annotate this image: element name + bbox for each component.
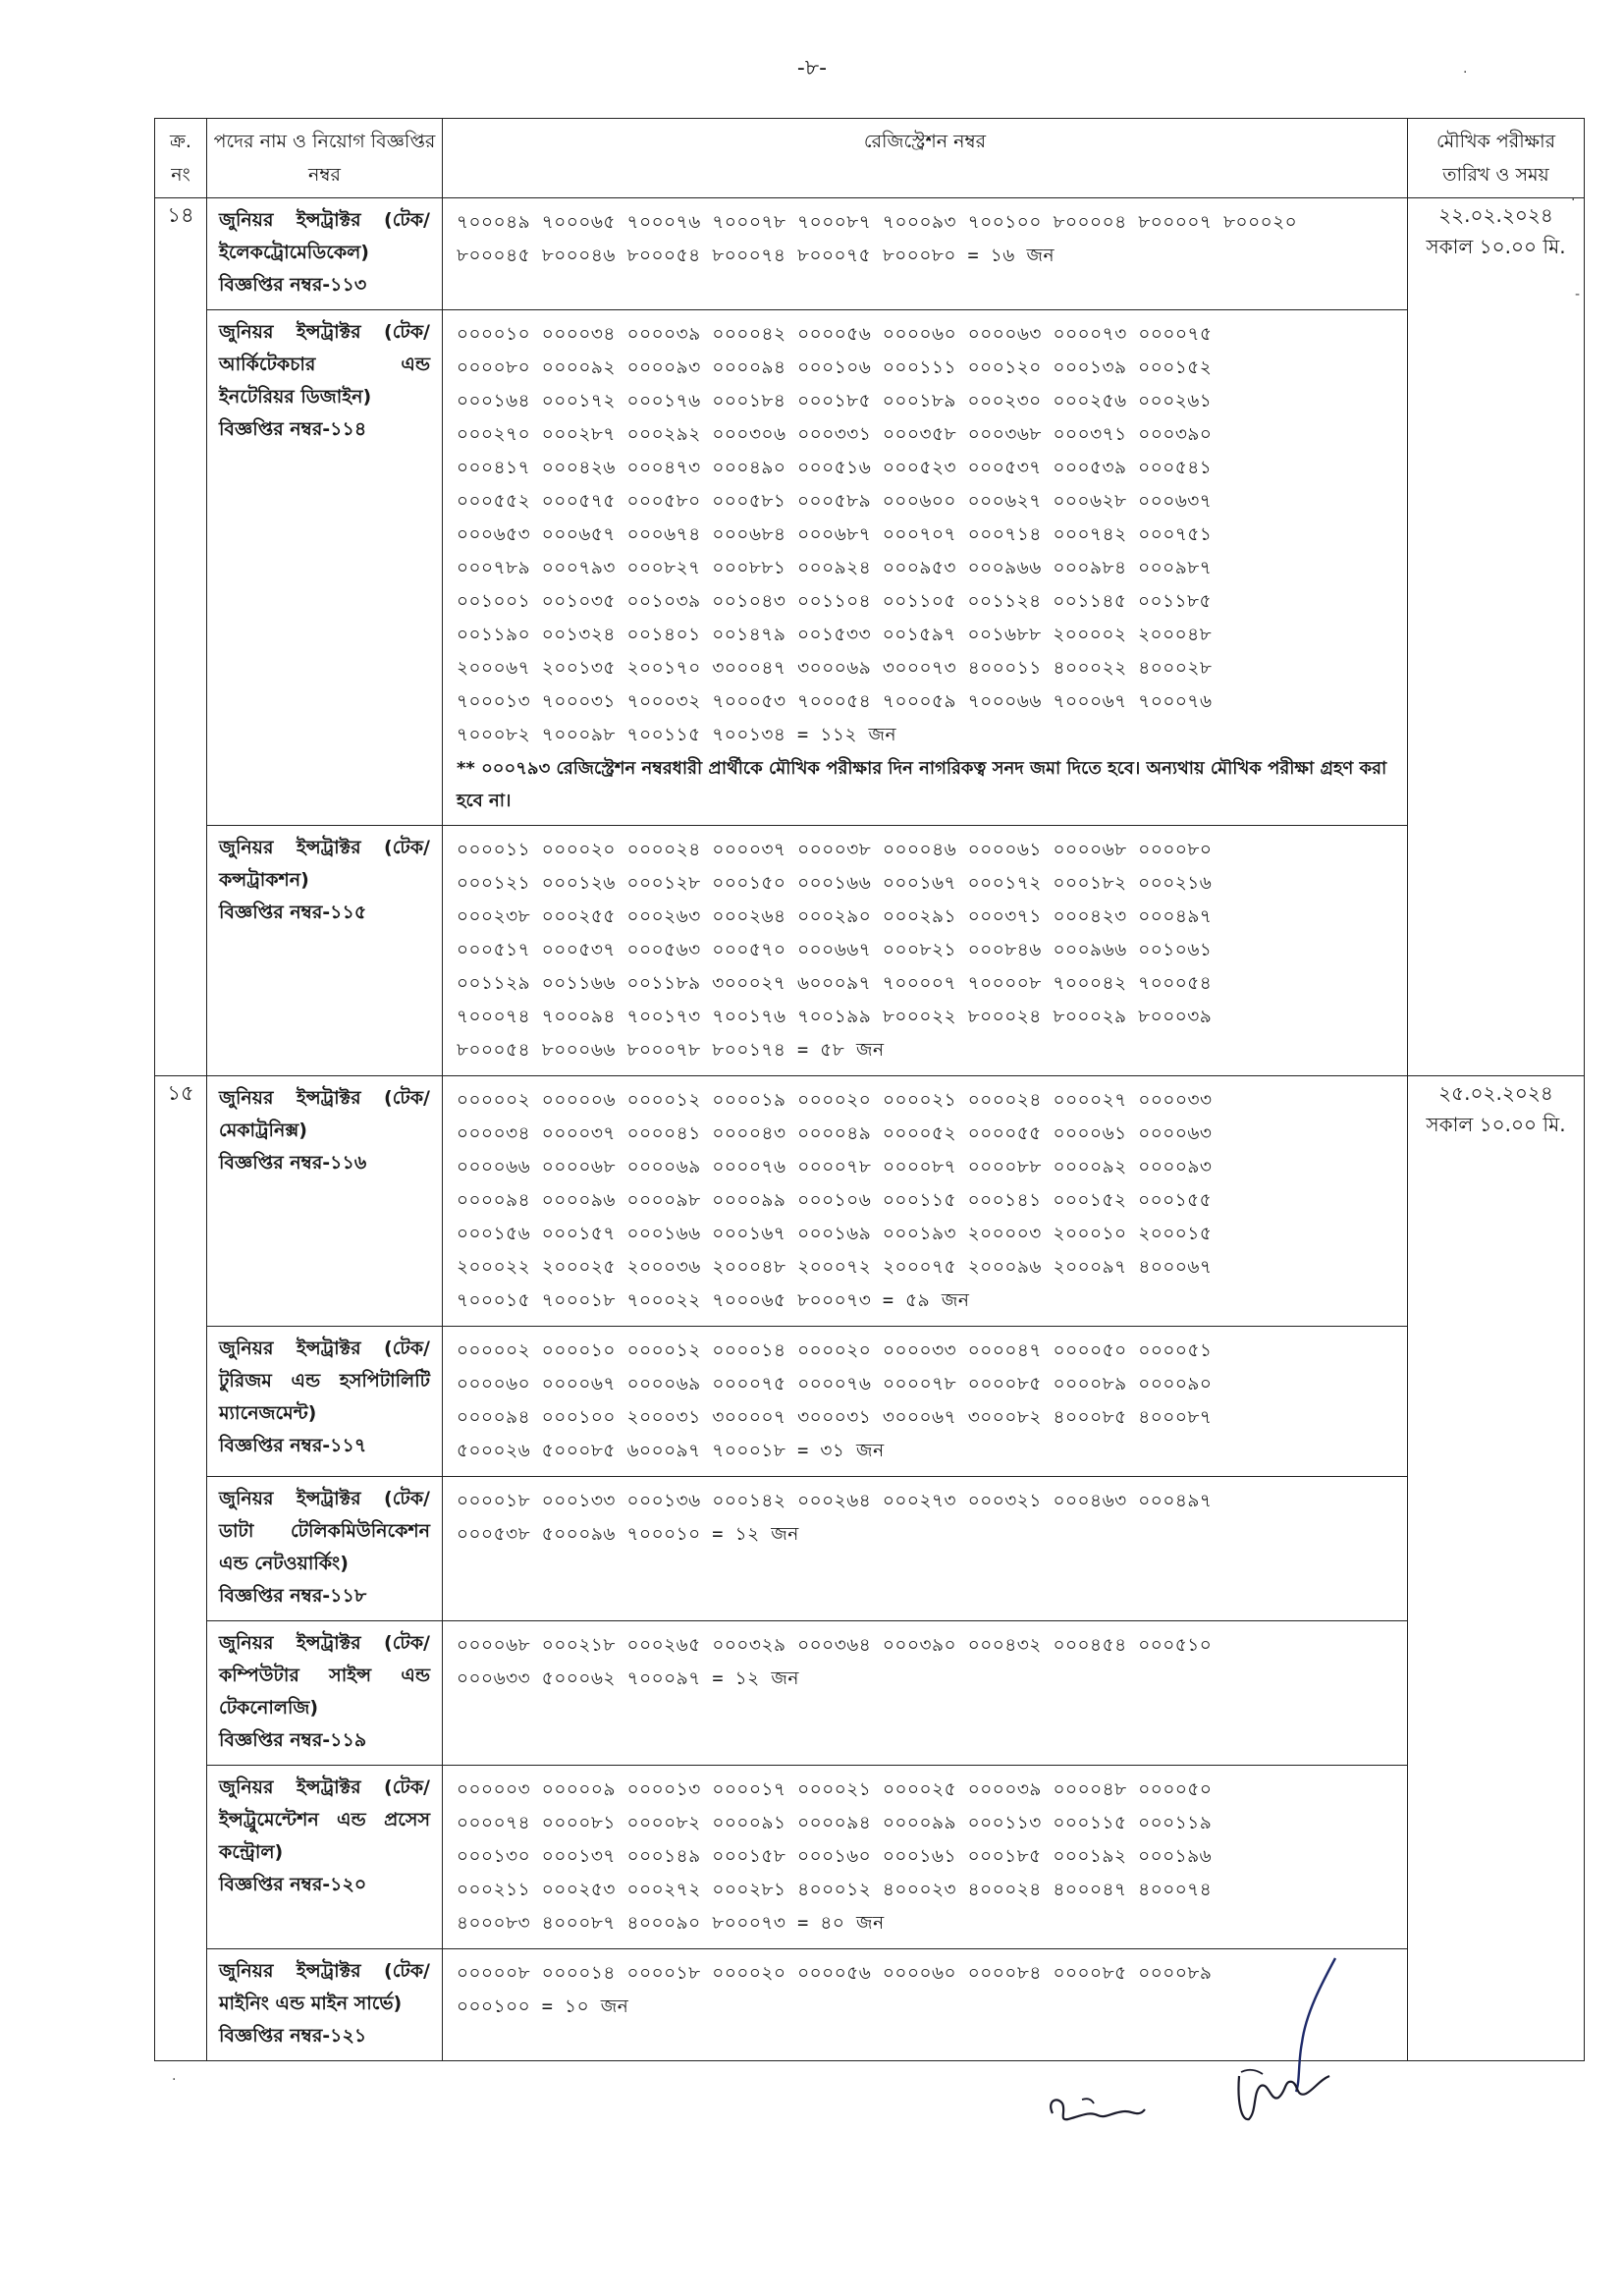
post-title: জুনিয়র ইন্সট্রাক্টর (টেক/টুরিজম এন্ড হসপিটালিটি ম্যানেজমেন্ট) bbox=[219, 1338, 430, 1424]
post-title: জুনিয়র ইন্সট্রাক্টর (টেক/ ইলেকট্রোমেডিকেল) bbox=[219, 209, 430, 263]
registration-line: ৭০০০৮২ ৭০০০৯৮ ৭০০১১৫ ৭০০১৩৪ = ১১২ জন bbox=[457, 725, 897, 745]
post-title: জুনিয়র ইন্সট্রাক্টর (টেক/ইন্সট্রুমেন্টেশন এন্ড প্রসেস কন্ট্রোল) bbox=[219, 1776, 430, 1863]
registration-note: ** ০০০৭৯৩ রেজিস্ট্রেশন নম্বরধারী প্রার্থীকে মৌখিক পরীক্ষার দিন নাগরিকত্ব সনদ জমা দিতে হবে। অন্যথায় মৌখিক পরীক্ষা গ্রহণ করা হবে না। bbox=[457, 758, 1387, 811]
table-row bbox=[155, 826, 1585, 1076]
advertisement-number: বিজ্ঞপ্তির নম্বর-১১৫ bbox=[219, 902, 367, 923]
table-row bbox=[155, 198, 1585, 310]
post-cell bbox=[207, 310, 443, 826]
table-row bbox=[155, 1766, 1585, 1949]
post-cell bbox=[207, 1949, 443, 2061]
registration-line: ০০০১৬৪ ০০০১৭২ ০০০১৭৬ ০০০১৮৪ ০০০১৮৫ ০০০১৮৯ ০০০২৩০ ০০০২৫৬ ০০০২৬১ bbox=[457, 391, 1213, 411]
registration-line: ০০০১২১ ০০০১২৬ ০০০১২৮ ০০০১৫০ ০০০১৬৬ ০০০১৬৭ ০০০১৭২ ০০০১৮২ ০০০২১৬ bbox=[457, 873, 1213, 894]
header-post: পদের নাম ও নিয়োগ বিজ্ঞপ্তির নম্বর bbox=[207, 119, 443, 198]
registration-line: ০০০৭৮৯ ০০০৭৯৩ ০০০৮২৭ ০০০৮৮১ ০০০৯২৪ ০০০৯৫৩ ০০০৯৬৬ ০০০৯৮৪ ০০০৯৮৭ bbox=[457, 558, 1213, 578]
header-viva: মৌখিক পরীক্ষার তারিখ ও সময় bbox=[1408, 119, 1585, 198]
registration-line: ০০০২১১ ০০০২৫৩ ০০০২৭২ ০০০২৮১ ৪০০০১২ ৪০০০২৩ ৪০০০২৪ ৪০০০৪৭ ৪০০০৭৪ bbox=[457, 1880, 1213, 1900]
advertisement-number: বিজ্ঞপ্তির নম্বর-১১৯ bbox=[219, 1729, 367, 1751]
registration-cell bbox=[443, 826, 1408, 1076]
registration-line: ০০০৫৩৮ ৫০০০৯৬ ৭০০০১০ = ১২ জন bbox=[457, 1524, 799, 1545]
table-row bbox=[155, 1949, 1585, 2061]
post-cell bbox=[207, 1327, 443, 1477]
viva-date-cell bbox=[1408, 198, 1585, 1076]
registration-line: ০০০০৬৮ ০০০২১৮ ০০০২৬৫ ০০০৩২৯ ০০০৩৬৪ ০০০৩৯০ ০০০৪৩২ ০০০৪৫৪ ০০০৫১০ bbox=[457, 1635, 1213, 1656]
post-cell bbox=[207, 198, 443, 310]
post-title: জুনিয়র ইন্সট্রাক্টর (টেক/কন্সট্রাকশন) bbox=[219, 837, 430, 891]
post-cell bbox=[207, 1766, 443, 1949]
registration-line: ০০০৬৫৩ ০০০৬৫৭ ০০০৬৭৪ ০০০৬৮৪ ০০০৬৮৭ ০০০৭০৭ ০০০৭১৪ ০০০৭৪২ ০০০৭৫১ bbox=[457, 524, 1213, 545]
registration-line: ০০০০১১ ০০০০২০ ০০০০২৪ ০০০০৩৭ ০০০০৩৮ ০০০০৪৬ ০০০০৬১ ০০০০৬৮ ০০০০৮০ bbox=[457, 840, 1213, 860]
post-cell bbox=[207, 1621, 443, 1766]
header-serial: ক্র. নং bbox=[155, 119, 207, 198]
signature-2 bbox=[1227, 1954, 1345, 2131]
registration-line: ৫০০০২৬ ৫০০০৮৫ ৬০০০৯৭ ৭০০০১৮ = ৩১ জন bbox=[457, 1441, 885, 1461]
table-row bbox=[155, 1327, 1585, 1477]
registration-line: ০০০০৯৪ ০০০০৯৬ ০০০০৯৮ ০০০০৯৯ ০০০১০৬ ০০০১১৫ ০০০১৪১ ০০০১৫২ ০০০১৫৫ bbox=[457, 1190, 1213, 1211]
advertisement-number: বিজ্ঞপ্তির নম্বর-১১৭ bbox=[219, 1435, 367, 1456]
registration-line: ০০০৫৫২ ০০০৫৭৫ ০০০৫৮০ ০০০৫৮১ ০০০৫৮৯ ০০০৬০০ ০০০৬২৭ ০০০৬২৮ ০০০৬৩৭ bbox=[457, 491, 1213, 512]
registration-line: ০০০০৬০ ০০০০৬৭ ০০০০৬৯ ০০০০৭৫ ০০০০৭৬ ০০০০৭৮ ০০০০৮৫ ০০০০৮৯ ০০০০৯০ bbox=[457, 1374, 1213, 1394]
advertisement-number: বিজ্ঞপ্তির নম্বর-১১৮ bbox=[219, 1585, 367, 1607]
table-header-row bbox=[155, 119, 1585, 198]
margin-mark: · bbox=[1463, 65, 1468, 81]
table-row bbox=[155, 1477, 1585, 1621]
table-row bbox=[155, 310, 1585, 826]
registration-line: ০০১১৯০ ০০১৩২৪ ০০১৪০১ ০০১৪৭৯ ০০১৫৩৩ ০০১৫৯৭ ০০১৬৮৮ ২০০০০২ ২০০০৪৮ bbox=[457, 625, 1213, 645]
registration-line: ০০০১৩০ ০০০১৩৭ ০০০১৪৯ ০০০১৫৮ ০০০১৬০ ০০০১৬১ ০০০১৮৫ ০০০১৯২ ০০০১৯৬ bbox=[457, 1846, 1213, 1867]
registration-cell bbox=[443, 310, 1408, 826]
registration-table bbox=[154, 118, 1585, 2061]
viva-time: সকাল ১০.০০ মি. bbox=[1426, 235, 1566, 258]
registration-cell bbox=[443, 1477, 1408, 1621]
post-cell bbox=[207, 826, 443, 1076]
advertisement-number: বিজ্ঞপ্তির নম্বর-১২১ bbox=[219, 2025, 367, 2047]
registration-line: ২০০০২২ ২০০০২৫ ২০০০৩৬ ২০০০৪৮ ২০০০৭২ ২০০০৭৫ ২০০০৯৬ ২০০০৯৭ ৪০০০৬৭ bbox=[457, 1257, 1213, 1278]
registration-line: ০০০০০২ ০০০০০৬ ০০০০১২ ০০০০১৯ ০০০০২০ ০০০০২১ ০০০০২৪ ০০০০২৭ ০০০০৩৩ bbox=[457, 1090, 1213, 1111]
registration-line: ০০০০০৩ ০০০০০৯ ০০০০১৩ ০০০০১৭ ০০০০২১ ০০০০২৫ ০০০০৩৯ ০০০০৪৮ ০০০০৫০ bbox=[457, 1779, 1213, 1800]
table-row bbox=[155, 1076, 1585, 1327]
advertisement-number: বিজ্ঞপ্তির নম্বর-১১৩ bbox=[219, 274, 367, 296]
registration-line: ০০০০০২ ০০০০১০ ০০০০১২ ০০০০১৪ ০০০০২০ ০০০০৩৩ ০০০০৪৭ ০০০০৫০ ০০০০৫১ bbox=[457, 1340, 1213, 1361]
advertisement-number: বিজ্ঞপ্তির নম্বর-১১৪ bbox=[219, 418, 367, 440]
registration-line: ৭০০০১৩ ৭০০০৩১ ৭০০০৩২ ৭০০০৫৩ ৭০০০৫৪ ৭০০০৫৯ ৭০০০৬৬ ৭০০০৬৭ ৭০০০৭৬ bbox=[457, 691, 1213, 712]
page-number: -৮- bbox=[796, 56, 828, 81]
registration-line: ০০০১০০ = ১০ জন bbox=[457, 1996, 629, 2017]
registration-line: ৮০০০৫৪ ৮০০০৬৬ ৮০০০৭৮ ৮০০১৭৪ = ৫৮ জন bbox=[457, 1040, 885, 1061]
post-cell bbox=[207, 1076, 443, 1327]
registration-line: ৭০০০১৫ ৭০০০১৮ ৭০০০২২ ৭০০০৬৫ ৮০০০৭৩ = ৫৯ জন bbox=[457, 1290, 970, 1311]
post-cell bbox=[207, 1477, 443, 1621]
registration-line: ০০০৬৩৩ ৫০০০৬২ ৭০০০৯৭ = ১২ জন bbox=[457, 1668, 799, 1689]
registration-line: ০০০৪১৭ ০০০৪২৬ ০০০৪৭৩ ০০০৪৯০ ০০০৫১৬ ০০০৫২৩ ০০০৫৩৭ ০০০৫৩৯ ০০০৫৪১ bbox=[457, 458, 1213, 478]
signature-1 bbox=[1043, 2082, 1151, 2141]
registration-line: ০০০০৭৪ ০০০০৮১ ০০০০৮২ ০০০০৯১ ০০০০৯৪ ০০০০৯৯ ০০০১১৩ ০০০১১৫ ০০০১১৯ bbox=[457, 1813, 1213, 1833]
registration-line: ০০০০৬৬ ০০০০৬৮ ০০০০৬৯ ০০০০৭৬ ০০০০৭৮ ০০০০৮৭ ০০০০৮৮ ০০০০৯২ ০০০০৯৩ bbox=[457, 1157, 1213, 1177]
registration-line: ০০০১৫৬ ০০০১৫৭ ০০০১৬৬ ০০০১৬৭ ০০০১৬৯ ০০০১৯৩ ২০০০০৩ ২০০০১০ ২০০০১৫ bbox=[457, 1224, 1213, 1244]
post-title: জুনিয়র ইন্সট্রাক্টর (টেক/ডাটা টেলিকমিউনিকেশন এন্ড নেটওয়ার্কিং) bbox=[219, 1488, 430, 1574]
advertisement-number: বিজ্ঞপ্তির নম্বর-১২০ bbox=[219, 1874, 367, 1895]
registration-line: ৭০০০৪৯ ৭০০০৬৫ ৭০০০৭৬ ৭০০০৭৮ ৭০০০৮৭ ৭০০০৯৩ ৭০০১০০ ৮০০০০৪ ৮০০০০৭ ৮০০০২০ bbox=[457, 212, 1298, 233]
viva-time: সকাল ১০.০০ মি. bbox=[1426, 1113, 1566, 1136]
registration-line: ০০০০৮০ ০০০০৯২ ০০০০৯৩ ০০০০৯৪ ০০০১০৬ ০০০১১১ ০০০১২০ ০০০১৩৯ ০০০১৫২ bbox=[457, 357, 1213, 378]
viva-date: ২২.০২.২০২৪ bbox=[1438, 203, 1553, 227]
registration-line: ৪০০০৮৩ ৪০০০৮৭ ৪০০০৯০ ৮০০০৭৩ = ৪০ জন bbox=[457, 1913, 885, 1934]
registration-cell bbox=[443, 1766, 1408, 1949]
registration-line: ৭০০০৭৪ ৭০০০৯৪ ৭০০১৭৩ ৭০০১৭৬ ৭০০১৯৯ ৮০০০২২ ৮০০০২৪ ৮০০০২৯ ৮০০০৩৯ bbox=[457, 1007, 1213, 1027]
registration-cell bbox=[443, 1621, 1408, 1766]
registration-cell bbox=[443, 1076, 1408, 1327]
viva-date: ২৫.০২.২০২৪ bbox=[1438, 1081, 1553, 1105]
registration-line: ০০০০০৮ ০০০০১৪ ০০০০১৮ ০০০০২০ ০০০০৫৬ ০০০০৬০ ০০০০৮৪ ০০০০৮৫ ০০০০৮৯ bbox=[457, 1963, 1213, 1984]
header-registration: রেজিস্ট্রেশন নম্বর bbox=[443, 119, 1408, 198]
registration-line: ০০০০১৮ ০০০১৩৩ ০০০১৩৬ ০০০১৪২ ০০০২৬৪ ০০০২৭৩ ০০০৩২১ ০০০৪৬৩ ০০০৪৯৭ bbox=[457, 1491, 1213, 1511]
viva-date-cell bbox=[1408, 1076, 1585, 2061]
registration-line: ০০০২৩৮ ০০০২৫৫ ০০০২৬৩ ০০০২৬৪ ০০০২৯০ ০০০২৯১ ০০০৩৭১ ০০০৪২৩ ০০০৪৯৭ bbox=[457, 906, 1213, 927]
registration-line: ০০১০০১ ০০১০৩৫ ০০১০৩৯ ০০১০৪৩ ০০১১০৪ ০০১১০৫ ০০১১২৪ ০০১১৪৫ ০০১১৮৫ bbox=[457, 591, 1213, 612]
registration-line: ০০০০১০ ০০০০৩৪ ০০০০৩৯ ০০০০৪২ ০০০০৫৬ ০০০০৬০ ০০০০৬৩ ০০০০৭৩ ০০০০৭৫ bbox=[457, 324, 1213, 345]
registration-line: ০০০০৩৪ ০০০০৩৭ ০০০০৪১ ০০০০৪৩ ০০০০৪৯ ০০০০৫২ ০০০০৫৫ ০০০০৬১ ০০০০৬৩ bbox=[457, 1123, 1213, 1144]
post-title: জুনিয়র ইন্সট্রাক্টর (টেক/কম্পিউটার সাইন্স এন্ড টেকনোলজি) bbox=[219, 1632, 430, 1719]
registration-cell bbox=[443, 198, 1408, 310]
serial-cell: ১৫ bbox=[155, 1076, 207, 2061]
registration-cell bbox=[443, 1327, 1408, 1477]
advertisement-number: বিজ্ঞপ্তির নম্বর-১১৬ bbox=[219, 1152, 367, 1174]
table-row bbox=[155, 1621, 1585, 1766]
margin-mark: - bbox=[1575, 287, 1581, 302]
post-title: জুনিয়র ইন্সট্রাক্টর (টেক/মেকাট্রনিক্স) bbox=[219, 1087, 430, 1141]
post-title: জুনিয়র ইন্সট্রাক্টর (টেক/আর্কিটেকচার এন্ড ইনটেরিয়র ডিজাইন) bbox=[219, 321, 430, 408]
registration-line: ০০০৫১৭ ০০০৫৩৭ ০০০৫৬৩ ০০০৫৭০ ০০০৬৬৭ ০০০৮২১ ০০০৮৪৬ ০০০৯৬৬ ০০১০৬১ bbox=[457, 940, 1213, 960]
registration-line: ০০০০৯৪ ০০০১০০ ২০০০৩১ ৩০০০০৭ ৩০০০৩১ ৩০০০৬৭ ৩০০০৮২ ৪০০০৮৫ ৪০০০৮৭ bbox=[457, 1407, 1213, 1428]
serial-cell: ১৪ bbox=[155, 198, 207, 1076]
margin-mark: · bbox=[1571, 192, 1576, 208]
registration-line: ০০০২৭০ ০০০২৮৭ ০০০২৯২ ০০০৩০৬ ০০০৩৩১ ০০০৩৫৮ ০০০৩৬৮ ০০০৩৭১ ০০০৩৯০ bbox=[457, 424, 1213, 445]
registration-line: ০০১১২৯ ০০১১৬৬ ০০১১৮৯ ৩০০০২৭ ৬০০০৯৭ ৭০০০০৭ ৭০০০০৮ ৭০০০৪২ ৭০০০৫৪ bbox=[457, 973, 1213, 994]
margin-mark: · bbox=[172, 2072, 177, 2088]
post-title: জুনিয়র ইন্সট্রাক্টর (টেক/মাইনিং এন্ড মাইন সার্ভে) bbox=[219, 1960, 430, 2014]
registration-line: ২০০০৬৭ ২০০১৩৫ ২০০১৭০ ৩০০০৪৭ ৩০০০৬৯ ৩০০০৭৩ ৪০০০১১ ৪০০০২২ ৪০০০২৮ bbox=[457, 658, 1213, 679]
registration-line: ৮০০০৪৫ ৮০০০৪৬ ৮০০০৫৪ ৮০০০৭৪ ৮০০০৭৫ ৮০০০৮০ = ১৬ জন bbox=[457, 246, 1056, 266]
